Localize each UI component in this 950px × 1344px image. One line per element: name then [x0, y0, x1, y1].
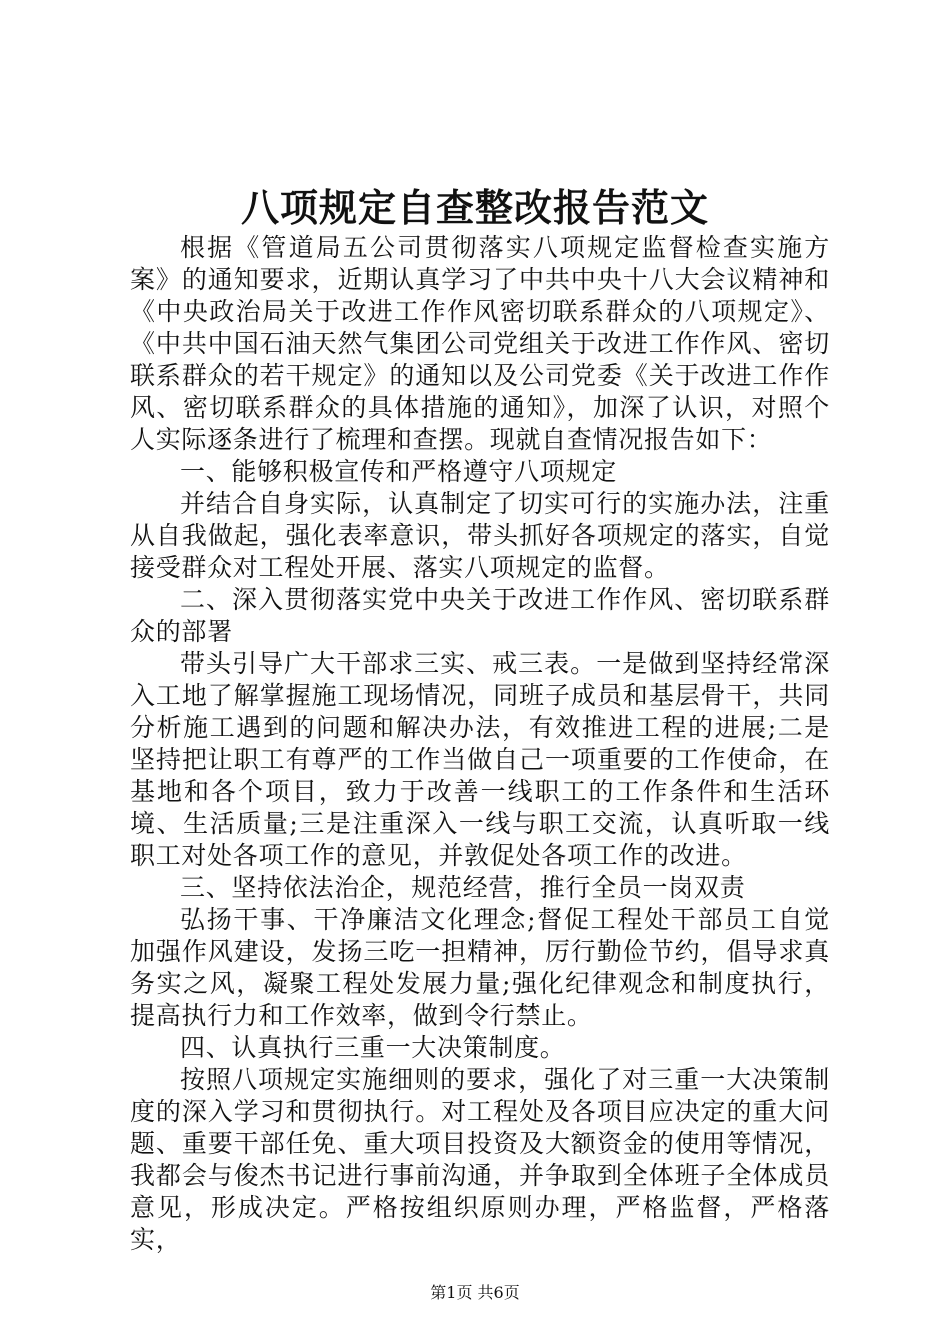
section-heading-3: 三、坚持依法治企，规范经营，推行全员一岗双责	[180, 873, 746, 902]
document-title: 八项规定自查整改报告范文	[240, 185, 709, 230]
paragraph-section-3: 弘扬干事、干净廉洁文化理念;督促工程处干部员工自觉加强作风建设，发扬三吃一担精神，厉行勤俭节约，倡导求真务实之风，凝聚工程处发展力量;强化纪律观念和制度执行，提高执行力和工作效率，做到令行禁止。	[130, 905, 830, 1030]
page-number-footer: 第1页 共6页	[430, 1283, 520, 1302]
paragraph-section-2: 带头引导广大干部求三实、戒三表。一是做到坚持经常深入工地了解掌握施工现场情况，同班子成员和基层骨干，共同分析施工遇到的问题和解决办法，有效推进工程的进展;二是坚持把让职工有尊严的工作当做自己一项重要的工作使命，在基地和各个项目，致力于改善一线职工的工作条件和生活环境、生活质量;三是注重深入一线与职工交流，认真听取一线职工对处各项工作的意见，并敦促处各项工作的改进。	[130, 649, 830, 870]
paragraph-section-1: 并结合自身实际，认真制定了切实可行的实施办法，注重从自我做起，强化表率意识，带头抓好各项规定的落实，自觉接受群众对工程处开展、落实八项规定的监督。	[130, 489, 830, 582]
document-body	[130, 232, 830, 1256]
paragraph-section-4: 按照八项规定实施细则的要求，强化了对三重一大决策制度的深入学习和贯彻执行。对工程处及各项目应决定的重大问题、重要干部任免、重大项目投资及大额资金的使用等情况，我都会与俊杰书记进行事前沟通，并争取到全体班子全体成员意见，形成决定。严格按组织原则办理，严格监督，严格落实，	[130, 1065, 830, 1254]
section-heading-2: 二、深入贯彻落实党中央关于改进工作作风、密切联系群众的部署	[130, 585, 830, 646]
paragraph-intro: 根据《管道局五公司贯彻落实八项规定监督检查实施方案》的通知要求，近期认真学习了中共中央十八大会议精神和《中央政治局关于改进工作作风密切联系群众的八项规定》、《中共中国石油天然气集团公司党组关于改进工作作风、密切联系群众的若干规定》的通知以及公司党委《关于改进工作作风、密切联系群众的具体措施的通知》，加深了认识，对照个人实际逐条进行了梳理和查摆。现就自查情况报告如下：	[130, 233, 830, 454]
section-heading-4: 四、认真执行三重一大决策制度。	[180, 1033, 566, 1062]
section-heading-1: 一、能够积极宣传和严格遵守八项规定	[180, 457, 617, 486]
